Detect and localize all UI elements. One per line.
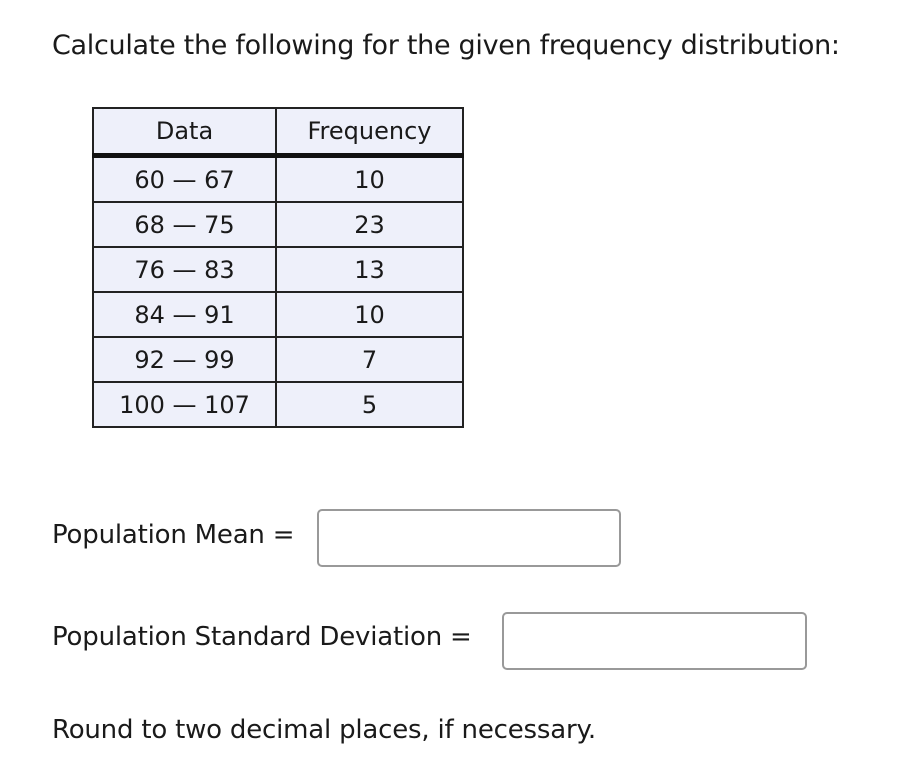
table-header-row bbox=[93, 108, 463, 156]
frequency-cell: 5 bbox=[276, 382, 463, 427]
table-row bbox=[93, 337, 463, 382]
table-row bbox=[93, 247, 463, 292]
question-title: Calculate the following for the given frequency distribution: bbox=[52, 30, 840, 61]
table-row bbox=[93, 382, 463, 427]
rounding-instruction: Round to two decimal places, if necessary. bbox=[52, 715, 596, 745]
frequency-cell: 23 bbox=[276, 202, 463, 247]
population-mean-input[interactable] bbox=[317, 509, 621, 567]
column-header-frequency: Frequency bbox=[276, 108, 463, 156]
population-std-input[interactable] bbox=[502, 612, 807, 670]
data-cell: 84 — 91 bbox=[93, 292, 276, 337]
frequency-cell: 10 bbox=[276, 156, 463, 203]
frequency-cell: 7 bbox=[276, 337, 463, 382]
data-cell: 76 — 83 bbox=[93, 247, 276, 292]
data-cell: 68 — 75 bbox=[93, 202, 276, 247]
table-row bbox=[93, 156, 463, 203]
frequency-cell: 10 bbox=[276, 292, 463, 337]
population-std-label: Population Standard Deviation = bbox=[52, 622, 472, 652]
data-cell: 92 — 99 bbox=[93, 337, 276, 382]
data-cell: 100 — 107 bbox=[93, 382, 276, 427]
frequency-table bbox=[92, 107, 464, 428]
column-header-data: Data bbox=[93, 108, 276, 156]
frequency-cell: 13 bbox=[276, 247, 463, 292]
population-mean-label: Population Mean = bbox=[52, 520, 295, 550]
table-row bbox=[93, 292, 463, 337]
data-cell: 60 — 67 bbox=[93, 156, 276, 203]
table-row bbox=[93, 202, 463, 247]
